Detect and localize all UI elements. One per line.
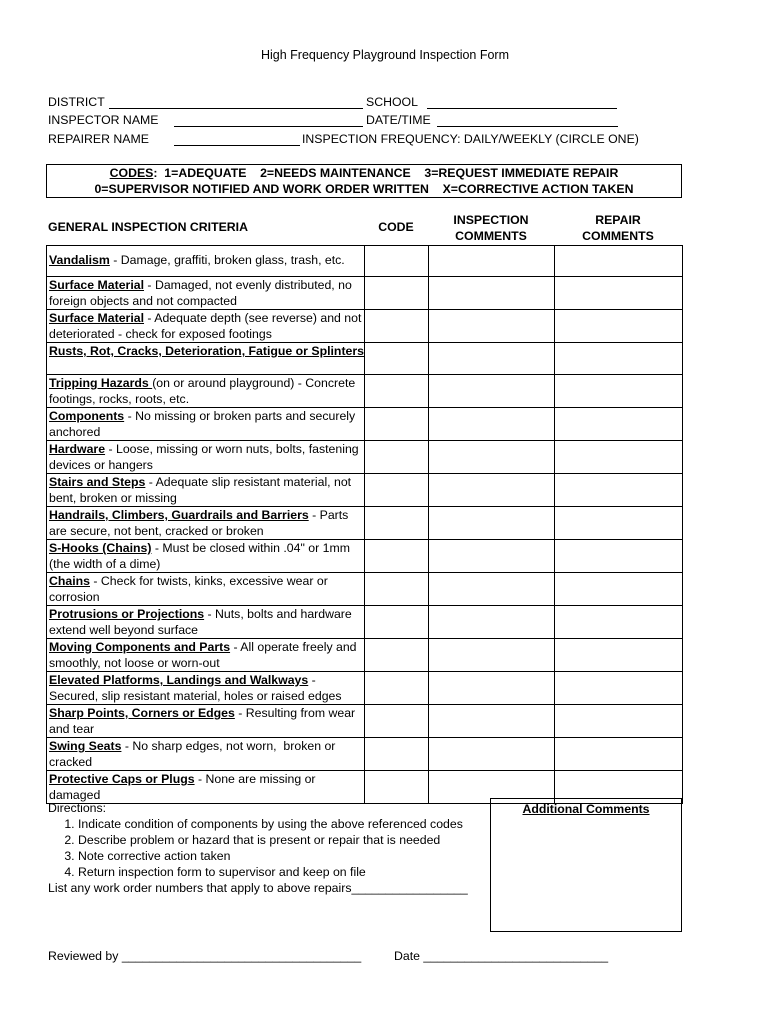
- criteria-name: Surface Material: [49, 278, 145, 292]
- criteria-row: [47, 408, 683, 441]
- criteria-row: [47, 310, 683, 343]
- code-cell[interactable]: [365, 408, 429, 441]
- code-cell[interactable]: [365, 540, 429, 573]
- inspection-comment-cell[interactable]: [429, 310, 555, 343]
- criteria-cell: [47, 246, 365, 277]
- repair-comments-header: REPAIR COMMENTS: [582, 213, 654, 243]
- inspection-comment-cell[interactable]: [429, 408, 555, 441]
- criteria-row: [47, 540, 683, 573]
- code-cell[interactable]: [365, 507, 429, 540]
- criteria-name: Tripping Hazards: [49, 376, 153, 390]
- direction-step: 3. Note corrective action taken: [78, 848, 468, 864]
- criteria-description: - Secured, slip resistant material, holes or raised edges: [49, 673, 342, 703]
- criteria-cell: [47, 375, 365, 408]
- criteria-column-header: GENERAL INSPECTION CRITERIA: [48, 220, 248, 234]
- criteria-name: Swing Seats: [49, 739, 122, 753]
- criteria-description: (on or around playground) - Concrete footings, rocks, roots, etc.: [49, 376, 359, 406]
- repair-comment-cell[interactable]: [555, 573, 683, 606]
- direction-step: 2. Describe problem or hazard that is present or repair that is needed: [78, 832, 468, 848]
- criteria-row: [47, 672, 683, 705]
- criteria-description: - Damage, graffiti, broken glass, trash, etc.: [109, 253, 345, 267]
- code-cell[interactable]: [365, 441, 429, 474]
- criteria-row: [47, 573, 683, 606]
- criteria-description: - No sharp edges, not worn, broken or cracked: [49, 739, 339, 769]
- criteria-row: [47, 738, 683, 771]
- criteria-name: Hardware: [49, 442, 106, 456]
- inspection-comment-cell[interactable]: [429, 507, 555, 540]
- criteria-cell: [47, 310, 365, 343]
- additional-comments-title: Additional Comments: [522, 802, 650, 816]
- repair-comment-cell[interactable]: [555, 441, 683, 474]
- repair-comment-cell[interactable]: [555, 540, 683, 573]
- repair-comment-cell[interactable]: [555, 639, 683, 672]
- code-column-header: CODE: [378, 220, 414, 234]
- repair-comment-cell[interactable]: [555, 738, 683, 771]
- repair-comment-cell[interactable]: [555, 672, 683, 705]
- criteria-name: Surface Material: [49, 311, 145, 325]
- criteria-name: Vandalism: [49, 253, 110, 267]
- code-cell[interactable]: [365, 771, 429, 804]
- inspection-comment-cell[interactable]: [429, 375, 555, 408]
- criteria-cell: [47, 771, 365, 804]
- criteria-cell: [47, 408, 365, 441]
- criteria-row: [47, 705, 683, 738]
- directions-title: Directions:: [48, 801, 107, 815]
- criteria-cell: [47, 672, 365, 705]
- repairer-name-field[interactable]: [174, 145, 300, 146]
- codes-label: CODES: [109, 166, 154, 180]
- criteria-row: [47, 639, 683, 672]
- inspection-comment-cell[interactable]: [429, 277, 555, 310]
- criteria-cell: [47, 441, 365, 474]
- criteria-cell: [47, 639, 365, 672]
- code-cell[interactable]: [365, 343, 429, 375]
- criteria-cell: [47, 277, 365, 310]
- repair-comment-cell[interactable]: [555, 310, 683, 343]
- code-cell[interactable]: [365, 705, 429, 738]
- code-cell[interactable]: [365, 573, 429, 606]
- directions: [48, 800, 468, 896]
- inspection-comment-cell[interactable]: [429, 343, 555, 375]
- criteria-name: Moving Components and Parts: [49, 640, 231, 654]
- datetime-label: DATE/TIME: [366, 113, 431, 127]
- direction-step: 4. Return inspection form to supervisor and keep on file: [78, 864, 468, 880]
- criteria-name: Rusts, Rot, Cracks, Deterioration, Fatigue or Splinters: [49, 344, 364, 358]
- work-order-line[interactable]: List any work order numbers that apply to above repairs_________________: [48, 881, 468, 895]
- criteria-name: Handrails, Climbers, Guardrails and Barriers: [49, 508, 309, 522]
- criteria-row: [47, 441, 683, 474]
- inspector-name-field[interactable]: [174, 126, 363, 127]
- criteria-name: Protective Caps or Plugs: [49, 772, 195, 786]
- inspection-frequency-label[interactable]: INSPECTION FREQUENCY: DAILY/WEEKLY (CIRCLE ONE): [302, 132, 639, 146]
- repair-comment-cell[interactable]: [555, 408, 683, 441]
- criteria-name: S-Hooks (Chains): [49, 541, 152, 555]
- criteria-cell: [47, 540, 365, 573]
- repairer-name-label: REPAIRER NAME: [48, 132, 149, 146]
- criteria-row: [47, 375, 683, 408]
- repair-comment-cell[interactable]: [555, 474, 683, 507]
- criteria-name: Components: [49, 409, 125, 423]
- inspection-comment-cell[interactable]: [429, 540, 555, 573]
- criteria-table: [46, 245, 683, 804]
- datetime-field[interactable]: [437, 126, 618, 127]
- direction-step: 1. Indicate condition of components by using the above referenced codes: [78, 816, 468, 832]
- criteria-description: - All operate freely and smoothly, not loose or worn-out: [49, 640, 360, 670]
- repair-comment-cell[interactable]: [555, 507, 683, 540]
- code-cell[interactable]: [365, 277, 429, 310]
- criteria-cell: [47, 343, 365, 375]
- inspection-comment-cell[interactable]: [429, 441, 555, 474]
- criteria-name: Stairs and Steps: [49, 475, 146, 489]
- criteria-description: - Loose, missing or worn nuts, bolts, fastening devices or hangers: [49, 442, 363, 472]
- criteria-description: - Damaged, not evenly distributed, no foreign objects and not compacted: [49, 278, 356, 308]
- district-label: DISTRICT: [48, 95, 105, 109]
- criteria-name: Chains: [49, 574, 90, 588]
- criteria-row: [47, 277, 683, 310]
- reviewed-by-field[interactable]: Reviewed by ___________________________________: [48, 949, 362, 963]
- inspection-comment-cell[interactable]: [429, 738, 555, 771]
- additional-comments-box[interactable]: [490, 798, 682, 932]
- criteria-cell: [47, 573, 365, 606]
- criteria-row: [47, 507, 683, 540]
- inspection-comment-cell[interactable]: [429, 606, 555, 639]
- criteria-row: [47, 474, 683, 507]
- criteria-description: - Resulting from wear and tear: [49, 706, 359, 736]
- criteria-cell: [47, 507, 365, 540]
- criteria-description: - None are missing or damaged: [49, 772, 319, 802]
- code-cell[interactable]: [365, 375, 429, 408]
- codes-line-2: 0=SUPERVISOR NOTIFIED AND WORK ORDER WRITTEN X=CORRECTIVE ACTION TAKEN: [94, 182, 634, 196]
- criteria-description: - Nuts, bolts and hardware extend well beyond surface: [49, 607, 356, 637]
- criteria-cell: [47, 738, 365, 771]
- form-title: High Frequency Playground Inspection Form: [260, 48, 510, 62]
- code-cell[interactable]: [365, 672, 429, 705]
- code-cell[interactable]: [365, 310, 429, 343]
- inspection-comment-cell[interactable]: [429, 573, 555, 606]
- codes-legend: [46, 164, 682, 198]
- code-cell[interactable]: [365, 474, 429, 507]
- code-cell[interactable]: [365, 738, 429, 771]
- code-cell[interactable]: [365, 606, 429, 639]
- code-cell[interactable]: [365, 246, 429, 277]
- review-date-field[interactable]: Date ___________________________: [394, 949, 609, 963]
- criteria-row: [47, 246, 683, 277]
- inspection-comment-cell[interactable]: [429, 639, 555, 672]
- code-cell[interactable]: [365, 639, 429, 672]
- criteria-row: [47, 343, 683, 375]
- directions-list: [48, 816, 468, 880]
- criteria-description: - Must be closed within .04" or 1mm (the width of a dime): [49, 541, 354, 571]
- criteria-description: - Check for twists, kinks, excessive wear or corrosion: [49, 574, 332, 604]
- school-label: SCHOOL: [366, 95, 418, 109]
- inspection-comment-cell[interactable]: [429, 246, 555, 277]
- criteria-row: [47, 606, 683, 639]
- criteria-cell: [47, 474, 365, 507]
- inspection-comment-cell[interactable]: [429, 474, 555, 507]
- criteria-description: - Adequate depth (see reverse) and not deteriorated - check for exposed footings: [49, 311, 365, 341]
- district-field[interactable]: [109, 108, 363, 109]
- criteria-cell: [47, 606, 365, 639]
- criteria-description: - Parts are secure, not bent, cracked or broken: [49, 508, 352, 538]
- criteria-cell: [47, 705, 365, 738]
- inspection-comment-cell[interactable]: [429, 705, 555, 738]
- repair-comment-cell[interactable]: [555, 343, 683, 375]
- codes-line-1: : 1=ADEQUATE 2=NEEDS MAINTENANCE 3=REQUEST IMMEDIATE REPAIR: [153, 166, 619, 180]
- inspection-comments-header: INSPECTION COMMENTS: [453, 213, 529, 243]
- criteria-name: Sharp Points, Corners or Edges: [49, 706, 235, 720]
- repair-comment-cell[interactable]: [555, 277, 683, 310]
- inspector-name-label: INSPECTOR NAME: [48, 113, 159, 127]
- repair-comment-cell[interactable]: [555, 375, 683, 408]
- inspection-comment-cell[interactable]: [429, 672, 555, 705]
- school-field[interactable]: [427, 108, 617, 109]
- criteria-name: Elevated Platforms, Landings and Walkways: [49, 673, 309, 687]
- criteria-description: - No missing or broken parts and securely anchored: [49, 409, 359, 439]
- criteria-description: - Adequate slip resistant material, not bent, broken or missing: [49, 475, 355, 505]
- repair-comment-cell[interactable]: [555, 246, 683, 277]
- repair-comment-cell[interactable]: [555, 606, 683, 639]
- repair-comment-cell[interactable]: [555, 705, 683, 738]
- criteria-name: Protrusions or Projections: [49, 607, 205, 621]
